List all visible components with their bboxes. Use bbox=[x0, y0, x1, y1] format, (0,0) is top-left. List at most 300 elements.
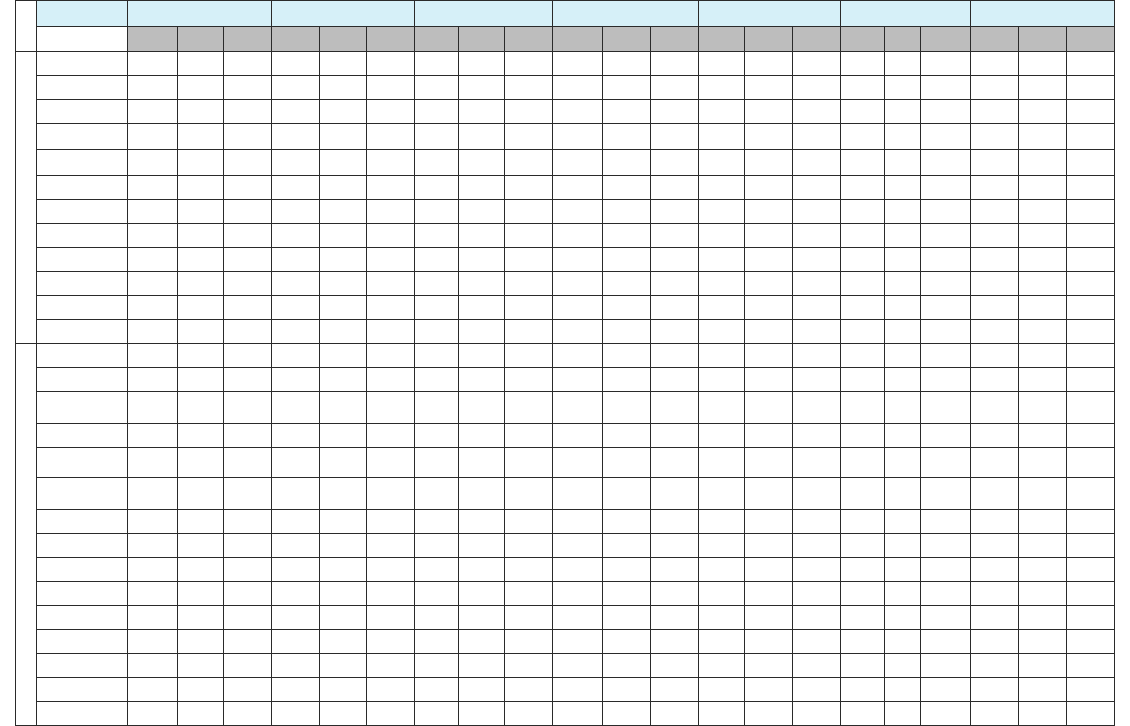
doctor-cell bbox=[553, 424, 603, 448]
clinic-room-cell bbox=[367, 424, 415, 448]
doctor-cell bbox=[603, 368, 651, 392]
doctor-cell bbox=[178, 558, 224, 582]
clinic-room-cell bbox=[651, 176, 699, 200]
doctor-cell bbox=[603, 272, 651, 296]
slot-header bbox=[699, 27, 745, 52]
doctor-cell bbox=[885, 424, 921, 448]
doctor-cell bbox=[320, 392, 367, 424]
clinic-room-cell bbox=[505, 678, 553, 702]
doctor-cell bbox=[128, 124, 178, 150]
clinic-room-cell bbox=[921, 368, 971, 392]
doctor-cell bbox=[745, 368, 793, 392]
doctor-cell bbox=[841, 582, 885, 606]
clinic-room-cell bbox=[921, 678, 971, 702]
clinic-room-cell bbox=[651, 52, 699, 76]
doctor-cell bbox=[699, 200, 745, 224]
doctor-cell bbox=[178, 534, 224, 558]
doctor-cell bbox=[603, 702, 651, 726]
doctor-cell bbox=[971, 582, 1019, 606]
doctor-cell bbox=[128, 678, 178, 702]
doctor-cell bbox=[128, 344, 178, 368]
clinic-room-cell bbox=[651, 100, 699, 124]
department-name bbox=[37, 272, 128, 296]
clinic-room-cell bbox=[224, 176, 272, 200]
slot-header bbox=[320, 27, 367, 52]
clinic-room-cell bbox=[793, 630, 841, 654]
doctor-cell bbox=[415, 100, 459, 124]
clinic-room-cell bbox=[921, 630, 971, 654]
doctor-cell bbox=[178, 630, 224, 654]
clinic-room-cell bbox=[367, 76, 415, 100]
clinic-room-cell bbox=[651, 368, 699, 392]
clinic-room-cell bbox=[793, 100, 841, 124]
clinic-room-cell bbox=[651, 320, 699, 344]
clinic-room-cell bbox=[921, 296, 971, 320]
doctor-cell bbox=[1019, 448, 1067, 478]
doctor-cell bbox=[272, 200, 320, 224]
doctor-cell bbox=[272, 478, 320, 510]
clinic-room-cell bbox=[651, 296, 699, 320]
doctor-cell bbox=[178, 200, 224, 224]
day-header-sun bbox=[971, 1, 1115, 27]
clinic-room-cell bbox=[651, 606, 699, 630]
doctor-cell bbox=[459, 248, 505, 272]
doctor-cell bbox=[885, 558, 921, 582]
doctor-cell bbox=[885, 272, 921, 296]
doctor-cell bbox=[841, 448, 885, 478]
doctor-cell bbox=[971, 272, 1019, 296]
doctor-cell bbox=[178, 606, 224, 630]
clinic-room-cell bbox=[367, 678, 415, 702]
doctor-cell bbox=[128, 510, 178, 534]
clinic-room-cell bbox=[1067, 392, 1115, 424]
clinic-room-cell bbox=[367, 392, 415, 424]
doctor-cell bbox=[745, 448, 793, 478]
doctor-cell bbox=[745, 534, 793, 558]
doctor-cell bbox=[320, 150, 367, 176]
clinic-room-cell bbox=[367, 534, 415, 558]
doctor-cell bbox=[320, 510, 367, 534]
doctor-cell bbox=[745, 424, 793, 448]
clinic-room-cell bbox=[505, 630, 553, 654]
doctor-cell bbox=[128, 100, 178, 124]
doctor-cell bbox=[459, 558, 505, 582]
doctor-cell bbox=[178, 296, 224, 320]
doctor-cell bbox=[459, 224, 505, 248]
clinic-room-cell bbox=[505, 654, 553, 678]
doctor-cell bbox=[745, 224, 793, 248]
doctor-cell bbox=[885, 296, 921, 320]
doctor-cell bbox=[603, 124, 651, 150]
clinic-room-cell bbox=[921, 654, 971, 678]
doctor-cell bbox=[553, 176, 603, 200]
day-header-tue bbox=[272, 1, 415, 27]
doctor-cell bbox=[459, 344, 505, 368]
clinic-room-cell bbox=[921, 534, 971, 558]
doctor-cell bbox=[603, 534, 651, 558]
doctor-cell bbox=[603, 630, 651, 654]
doctor-cell bbox=[553, 478, 603, 510]
department-name bbox=[37, 124, 128, 150]
clinic-room-cell bbox=[367, 448, 415, 478]
doctor-cell bbox=[459, 630, 505, 654]
clinic-room-cell bbox=[224, 368, 272, 392]
clinic-room-cell bbox=[224, 448, 272, 478]
clinic-room-cell bbox=[793, 654, 841, 678]
doctor-cell bbox=[415, 52, 459, 76]
clinic-room-cell bbox=[224, 224, 272, 248]
clinic-room-cell bbox=[367, 606, 415, 630]
clinic-room-cell bbox=[224, 510, 272, 534]
doctor-cell bbox=[971, 478, 1019, 510]
clinic-room-cell bbox=[1067, 582, 1115, 606]
doctor-cell bbox=[885, 248, 921, 272]
doctor-cell bbox=[320, 176, 367, 200]
doctor-cell bbox=[699, 176, 745, 200]
doctor-cell bbox=[459, 510, 505, 534]
doctor-cell bbox=[415, 320, 459, 344]
doctor-cell bbox=[320, 320, 367, 344]
clinic-room-cell bbox=[793, 510, 841, 534]
doctor-cell bbox=[699, 392, 745, 424]
clinic-room-cell bbox=[505, 248, 553, 272]
clinic-room-cell bbox=[367, 200, 415, 224]
doctor-cell bbox=[415, 344, 459, 368]
doctor-cell bbox=[272, 534, 320, 558]
doctor-cell bbox=[885, 702, 921, 726]
doctor-cell bbox=[272, 654, 320, 678]
doctor-cell bbox=[272, 76, 320, 100]
clinic-room-cell bbox=[505, 200, 553, 224]
doctor-cell bbox=[459, 606, 505, 630]
clinic-room-cell bbox=[505, 124, 553, 150]
clinic-room-cell bbox=[1067, 176, 1115, 200]
department-name bbox=[37, 582, 128, 606]
doctor-cell bbox=[971, 368, 1019, 392]
doctor-cell bbox=[178, 224, 224, 248]
doctor-cell bbox=[745, 176, 793, 200]
table-row bbox=[16, 678, 1115, 702]
doctor-cell bbox=[320, 248, 367, 272]
doctor-cell bbox=[841, 606, 885, 630]
clinic-room-cell bbox=[651, 478, 699, 510]
clinic-room-cell bbox=[224, 606, 272, 630]
doctor-cell bbox=[885, 478, 921, 510]
doctor-cell bbox=[415, 392, 459, 424]
clinic-room-cell bbox=[224, 100, 272, 124]
doctor-cell bbox=[1019, 606, 1067, 630]
clinic-room-cell bbox=[505, 448, 553, 478]
doctor-cell bbox=[841, 392, 885, 424]
doctor-cell bbox=[272, 320, 320, 344]
doctor-cell bbox=[553, 124, 603, 150]
doctor-cell bbox=[272, 424, 320, 448]
doctor-cell bbox=[603, 654, 651, 678]
clinic-room-cell bbox=[1067, 296, 1115, 320]
doctor-cell bbox=[745, 478, 793, 510]
doctor-cell bbox=[885, 448, 921, 478]
clinic-room-cell bbox=[224, 392, 272, 424]
department-name bbox=[37, 606, 128, 630]
department-name bbox=[37, 702, 128, 726]
department-name bbox=[37, 200, 128, 224]
doctor-cell bbox=[553, 448, 603, 478]
doctor-cell bbox=[128, 368, 178, 392]
doctor-cell bbox=[415, 150, 459, 176]
doctor-cell bbox=[971, 76, 1019, 100]
doctor-cell bbox=[841, 76, 885, 100]
doctor-cell bbox=[415, 200, 459, 224]
department-name bbox=[37, 630, 128, 654]
doctor-cell bbox=[603, 582, 651, 606]
doctor-cell bbox=[971, 510, 1019, 534]
clinic-room-cell bbox=[367, 510, 415, 534]
doctor-cell bbox=[128, 424, 178, 448]
doctor-cell bbox=[841, 558, 885, 582]
doctor-cell bbox=[745, 76, 793, 100]
doctor-cell bbox=[885, 52, 921, 76]
table-row bbox=[16, 272, 1115, 296]
doctor-cell bbox=[1019, 392, 1067, 424]
clinic-room-cell bbox=[921, 150, 971, 176]
doctor-cell bbox=[603, 424, 651, 448]
doctor-cell bbox=[320, 52, 367, 76]
doctor-cell bbox=[745, 200, 793, 224]
slot-header bbox=[745, 27, 793, 52]
doctor-cell bbox=[553, 654, 603, 678]
doctor-cell bbox=[459, 320, 505, 344]
doctor-cell bbox=[459, 296, 505, 320]
doctor-cell bbox=[1019, 150, 1067, 176]
doctor-cell bbox=[971, 702, 1019, 726]
clinic-room-cell bbox=[224, 630, 272, 654]
doctor-cell bbox=[699, 124, 745, 150]
clinic-room-cell bbox=[651, 534, 699, 558]
clinic-room-cell bbox=[793, 296, 841, 320]
doctor-cell bbox=[841, 272, 885, 296]
doctor-cell bbox=[415, 702, 459, 726]
department-name bbox=[37, 52, 128, 76]
doctor-cell bbox=[885, 510, 921, 534]
clinic-room-cell bbox=[505, 224, 553, 248]
doctor-cell bbox=[745, 344, 793, 368]
clinic-room-cell bbox=[921, 344, 971, 368]
doctor-cell bbox=[320, 582, 367, 606]
table-row bbox=[16, 424, 1115, 448]
doctor-cell bbox=[885, 368, 921, 392]
day-header-thu bbox=[553, 1, 699, 27]
doctor-cell bbox=[459, 150, 505, 176]
doctor-cell bbox=[178, 478, 224, 510]
doctor-cell bbox=[699, 654, 745, 678]
doctor-cell bbox=[459, 52, 505, 76]
clinic-room-cell bbox=[921, 248, 971, 272]
doctor-cell bbox=[272, 296, 320, 320]
doctor-cell bbox=[745, 150, 793, 176]
doctor-cell bbox=[971, 224, 1019, 248]
clinic-room-cell bbox=[1067, 702, 1115, 726]
clinic-room-cell bbox=[224, 200, 272, 224]
doctor-cell bbox=[603, 606, 651, 630]
clinic-room-cell bbox=[1067, 368, 1115, 392]
doctor-cell bbox=[128, 606, 178, 630]
doctor-cell bbox=[128, 630, 178, 654]
slot-header bbox=[971, 27, 1019, 52]
slot-header bbox=[415, 27, 459, 52]
clinic-room-cell bbox=[1067, 124, 1115, 150]
department-name bbox=[37, 448, 128, 478]
clinic-room-cell bbox=[224, 534, 272, 558]
slot-header bbox=[1067, 27, 1115, 52]
clinic-room-cell bbox=[505, 52, 553, 76]
doctor-cell bbox=[885, 534, 921, 558]
doctor-cell bbox=[553, 534, 603, 558]
doctor-cell bbox=[272, 100, 320, 124]
clinic-room-cell bbox=[793, 368, 841, 392]
doctor-cell bbox=[459, 478, 505, 510]
doctor-cell bbox=[885, 392, 921, 424]
category-cell bbox=[16, 344, 37, 726]
doctor-cell bbox=[885, 224, 921, 248]
slot-header bbox=[459, 27, 505, 52]
doctor-cell bbox=[272, 224, 320, 248]
department-name bbox=[37, 224, 128, 248]
table-row bbox=[16, 296, 1115, 320]
doctor-cell bbox=[459, 100, 505, 124]
doctor-cell bbox=[745, 630, 793, 654]
doctor-cell bbox=[128, 654, 178, 678]
slot-header bbox=[367, 27, 415, 52]
doctor-cell bbox=[553, 248, 603, 272]
doctor-cell bbox=[603, 558, 651, 582]
table-row bbox=[16, 100, 1115, 124]
doctor-cell bbox=[459, 582, 505, 606]
doctor-cell bbox=[178, 150, 224, 176]
time-header bbox=[37, 27, 128, 52]
table-row bbox=[16, 200, 1115, 224]
clinic-room-cell bbox=[921, 76, 971, 100]
clinic-room-cell bbox=[505, 582, 553, 606]
doctor-cell bbox=[603, 296, 651, 320]
doctor-cell bbox=[971, 52, 1019, 76]
doctor-cell bbox=[320, 368, 367, 392]
doctor-cell bbox=[603, 176, 651, 200]
department-name bbox=[37, 296, 128, 320]
doctor-cell bbox=[128, 582, 178, 606]
department-name bbox=[37, 510, 128, 534]
doctor-cell bbox=[745, 296, 793, 320]
clinic-room-cell bbox=[921, 424, 971, 448]
clinic-room-cell bbox=[921, 478, 971, 510]
doctor-cell bbox=[1019, 630, 1067, 654]
clinic-room-cell bbox=[651, 424, 699, 448]
clinic-room-cell bbox=[1067, 606, 1115, 630]
doctor-cell bbox=[885, 582, 921, 606]
table-row bbox=[16, 150, 1115, 176]
doctor-cell bbox=[553, 224, 603, 248]
doctor-cell bbox=[415, 510, 459, 534]
doctor-cell bbox=[178, 52, 224, 76]
doctor-cell bbox=[415, 176, 459, 200]
doctor-cell bbox=[745, 606, 793, 630]
clinic-room-cell bbox=[367, 320, 415, 344]
doctor-cell bbox=[272, 582, 320, 606]
department-name bbox=[37, 176, 128, 200]
doctor-cell bbox=[971, 606, 1019, 630]
clinic-room-cell bbox=[224, 296, 272, 320]
doctor-cell bbox=[320, 534, 367, 558]
doctor-cell bbox=[415, 248, 459, 272]
clinic-room-cell bbox=[1067, 248, 1115, 272]
doctor-cell bbox=[699, 248, 745, 272]
doctor-cell bbox=[603, 344, 651, 368]
doctor-cell bbox=[885, 606, 921, 630]
slot-header bbox=[885, 27, 921, 52]
clinic-room-cell bbox=[793, 702, 841, 726]
clinic-room-cell bbox=[921, 272, 971, 296]
clinic-room-cell bbox=[1067, 510, 1115, 534]
doctor-cell bbox=[320, 272, 367, 296]
doctor-cell bbox=[178, 424, 224, 448]
doctor-cell bbox=[459, 272, 505, 296]
doctor-cell bbox=[885, 200, 921, 224]
department-name bbox=[37, 678, 128, 702]
doctor-cell bbox=[699, 368, 745, 392]
clinic-room-cell bbox=[1067, 678, 1115, 702]
doctor-cell bbox=[178, 702, 224, 726]
doctor-cell bbox=[841, 124, 885, 150]
doctor-cell bbox=[553, 52, 603, 76]
doctor-cell bbox=[841, 424, 885, 448]
doctor-cell bbox=[128, 558, 178, 582]
doctor-cell bbox=[553, 296, 603, 320]
clinic-room-cell bbox=[224, 424, 272, 448]
slot-header bbox=[841, 27, 885, 52]
clinic-room-cell bbox=[793, 248, 841, 272]
doctor-cell bbox=[553, 76, 603, 100]
doctor-cell bbox=[841, 344, 885, 368]
clinic-room-cell bbox=[1067, 448, 1115, 478]
doctor-cell bbox=[272, 606, 320, 630]
clinic-room-cell bbox=[505, 606, 553, 630]
clinic-room-cell bbox=[921, 52, 971, 76]
doctor-cell bbox=[415, 582, 459, 606]
doctor-cell bbox=[1019, 320, 1067, 344]
clinic-room-cell bbox=[793, 478, 841, 510]
doctor-cell bbox=[841, 320, 885, 344]
doctor-cell bbox=[415, 478, 459, 510]
doctor-cell bbox=[459, 534, 505, 558]
doctor-cell bbox=[178, 76, 224, 100]
clinic-room-cell bbox=[224, 320, 272, 344]
clinic-room-cell bbox=[1067, 100, 1115, 124]
clinic-room-cell bbox=[224, 52, 272, 76]
doctor-cell bbox=[178, 510, 224, 534]
doctor-cell bbox=[885, 344, 921, 368]
doctor-cell bbox=[841, 510, 885, 534]
doctor-cell bbox=[415, 630, 459, 654]
clinic-room-cell bbox=[793, 124, 841, 150]
clinic-room-cell bbox=[1067, 224, 1115, 248]
clinic-room-cell bbox=[1067, 478, 1115, 510]
doctor-cell bbox=[553, 320, 603, 344]
doctor-cell bbox=[745, 248, 793, 272]
clinic-room-cell bbox=[793, 606, 841, 630]
clinic-room-cell bbox=[505, 296, 553, 320]
doctor-cell bbox=[603, 678, 651, 702]
department-name bbox=[37, 344, 128, 368]
department-name bbox=[37, 320, 128, 344]
